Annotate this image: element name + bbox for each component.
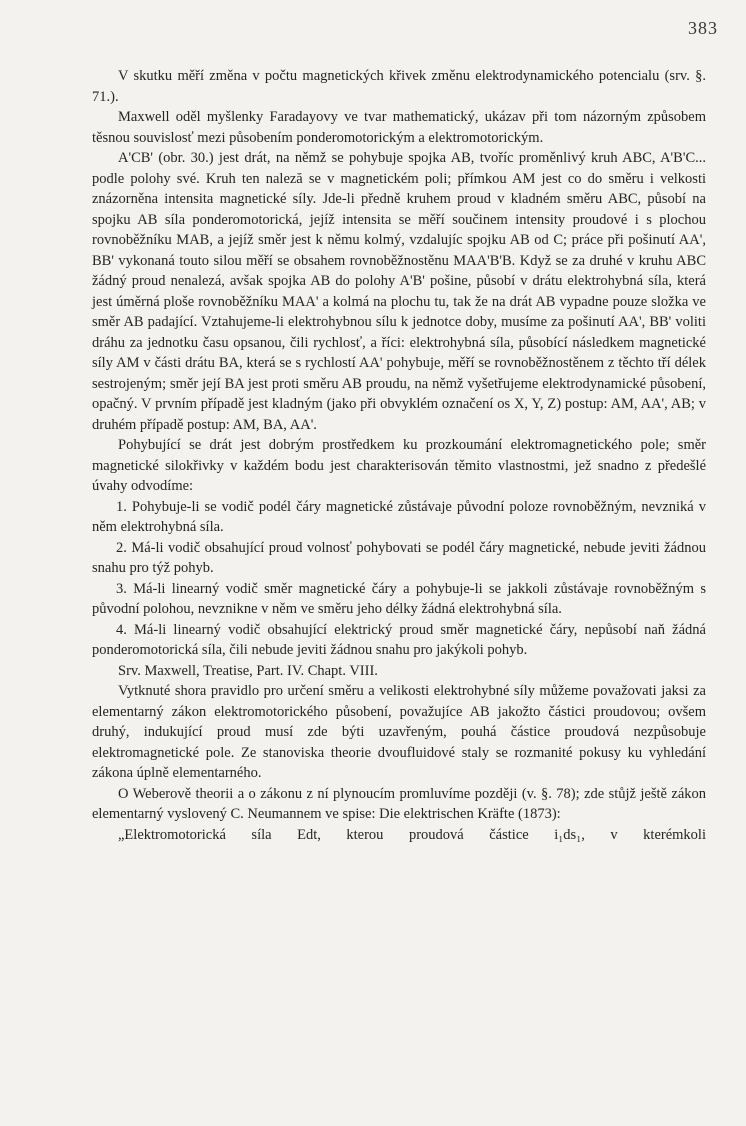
- body-text: [92, 66, 706, 845]
- reference-maxwell: Srv. Maxwell, Treatise, Part. IV. Chapt. VIII.: [118, 662, 378, 679]
- paragraph-2: Maxwell oděl myšlenky Faradayovy ve tvar mathematický, ukázav při tom názorným způsobem těsnou souvislosť mezi působením ponderomotorickým a elektromotorickým.: [92, 109, 706, 146]
- rule-1: 1. Pohybuje-li se vodič podél čáry magnetické zůstávaje původní poloze rovnoběžným, nevzniká v něm elektrohybná síla.: [92, 498, 706, 535]
- paragraph-3: A'CB' (obr. 30.) jest drát, na němž se pohybuje spojka AB, tvoříc proměnlivý kruh ABC, A'B'C... podle polohy své. Kruh ten naleză se v magnetickém poli; přímkou AM jest co do směru i velkosti znázorněna intensita magnetické síly. Jde-li předně kruhem proud v kladném směru ABC, působí na spojku AB síla ponderomotorická, jejíž intensita se měří součinem intensity proudové i s plochou rovnoběžníku MAB, a jejíž směr jest k němu kolmý, vzdalujíc spojku AB od C; práce při pošinutí AA', BB' vykonaná touto silou měří se obsahem rovnoběžnostěnu MAA'B'B. Když se za druhé v kruhu ABC žádný proud nenalezá, avšak spojka AB do polohy A'B' pošine, působí v drátu elektrohybná síla, která jest úměrná ploše rovnoběžníku MAA' a kolmá na plochu tu, tak že na drát AB vypadne pouze složka ve směr AB padající. Vztahujeme-li elektrohybnou sílu k jednotce doby, musíme za pošinutí AA', BB' voliti dráhu za jednotku času opsanou, čili rychlosť, a říci: elektrohybná síla, působící následkem magnetické síly AM v části drátu BA, která se s rychlostí AA' pohybuje, měří se rovnoběžnostěnem z těchto tří délek sestrojeným; směr její BA jest proti směru AB proudu, na němž vyšetřujeme elektrodynamické působení, opačný. V prvním případě jest kladným (jako při obvyklém označení os X, Y, Z) postup: AM, AA', AB; v druhém případě postup: AM, BA, AA'.: [92, 150, 706, 433]
- page-number: 383: [688, 18, 718, 38]
- paragraph-1: V skutku měří změna v počtu magnetických křivek změnu elektrodynamického potencialu (srv. §. 71.).: [92, 68, 706, 105]
- paragraph-4: Pohybující se drát jest dobrým prostředkem ku prozkoumání elektromagnetického pole; směr magnetické silokřivky v každém bodu jest charakterisován těmito vlastnostmi, jež snadno z předešlé úvahy odvodíme:: [92, 437, 706, 494]
- paragraph-weber-neumann: O Weberově theorii a o zákonu z ní plynoucím promluvíme později (v. §. 78); zde stůjž ještě zákon elementarný vyslovený C. Neumannem ve spise: Die elektrischen Kräfte (1873):: [92, 785, 706, 822]
- rule-2: 2. Má-li vodič obsahující proud volnosť pohybovati se podél čáry magnetické, nebude jeviti žádnou snahu pro týž pohyb.: [92, 539, 706, 576]
- paragraph-elementary-law: Vytknuté shora pravidlo pro určení směru a velikosti elektrohybné síly můžeme považovati jaksi za elementarný zákon elektromotorického působení, považujíce AB jakožto částici proudovou; ovšem druhý, indukující proud musí zde býti uzavřeným, pouhá částice proudová nezpůsobuje elektromagnetické pole. Ze stanoviska theorie dvoufluidové staly se rozmanité pokusy ku vyhledání zákona úplně elementarného.: [92, 683, 706, 781]
- rule-3: 3. Má-li linearný vodič směr magnetické čáry a pohybuje-li se jakkoli zůstávaje rovnoběžným s původní polohou, nevznikne v něm ve směru jeho délky žádná elektrohybná síla.: [92, 580, 706, 617]
- paragraph-quote-start: „Elektromotorická síla Edt, kterou proudová částice i₁ds₁, v kterémkoli: [118, 826, 706, 843]
- rule-4: 4. Má-li linearný vodič obsahující elektrický proud směr magnetické čáry, nepůsobí naň žádná ponderomotorická síla, čili nebude jeviti žádnou snahu pro jakýkoli pohyb.: [92, 621, 706, 658]
